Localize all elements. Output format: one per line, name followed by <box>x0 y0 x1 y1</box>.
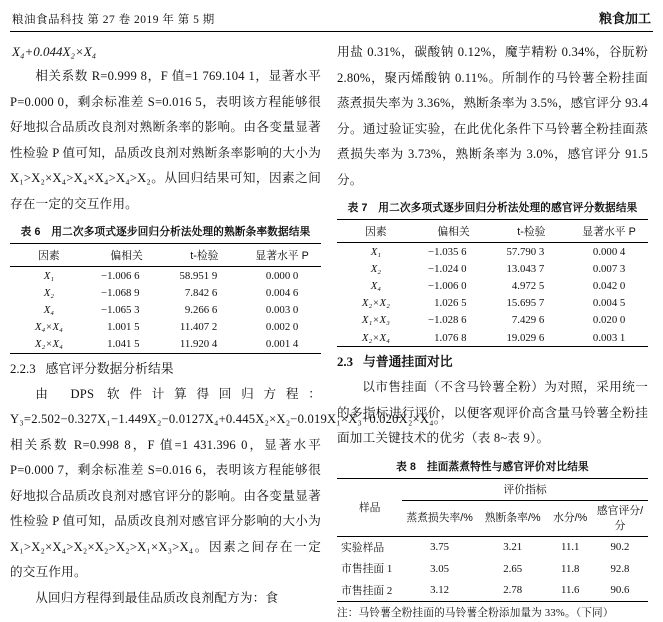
running-head <box>10 6 653 32</box>
table-cell: −1.028 6 <box>428 314 467 327</box>
column-header-moisture: 水分/% <box>548 500 592 536</box>
table6-header-row <box>10 244 321 267</box>
table-cell: −1.068 9 <box>101 286 140 299</box>
column-header-factor: 因素 <box>10 244 88 267</box>
table-cell: 9.266 6 <box>184 303 218 316</box>
table-cell: 19.029 6 <box>506 331 545 344</box>
table-cell: −1.035 6 <box>428 245 467 258</box>
table-cell: 0.042 0 <box>592 279 626 292</box>
table-cell: 7.429 6 <box>511 314 545 327</box>
table-cell: 1.026 5 <box>434 297 467 310</box>
table-cell: −1.006 6 <box>101 269 140 282</box>
table-cell: 0.003 0 <box>265 303 299 316</box>
table-cell: 1.001 5 <box>107 321 140 334</box>
table-cell: 0.004 5 <box>592 297 626 310</box>
table-row <box>337 312 648 329</box>
column-header-significance: 显著水平 P <box>243 244 321 267</box>
table-cell: 11.920 4 <box>179 338 218 351</box>
table-cell: 0.000 4 <box>592 245 626 258</box>
table-cell-factor: X₄×X₄ <box>34 321 63 334</box>
table-cell: 3.21 <box>503 541 523 554</box>
table-cell-factor: X₄ <box>370 279 382 292</box>
table7 <box>337 219 648 347</box>
table-cell-factor: X₁ <box>43 269 55 282</box>
table-cell: −1.006 0 <box>428 279 467 292</box>
paragraph-comparison: 以市售挂面（不含马铃薯全粉）为对照，采用统一的多指标进行评价，以便客观评价高含量马铃薯全粉挂面加工关键技术的优劣（表 8~表 9）。 <box>337 380 648 446</box>
column-header-broken-rate: 熟断条率/% <box>477 500 549 536</box>
table6 <box>10 243 321 354</box>
table-cell: 0.002 0 <box>265 321 299 334</box>
table-cell: 0.003 1 <box>592 331 626 344</box>
table-cell: 13.043 7 <box>506 262 545 275</box>
table-cell-factor: X₂×X₂ <box>361 297 390 310</box>
table-row <box>10 267 321 285</box>
table-row <box>10 284 321 301</box>
table8-caption: 表 8 挂面蒸煮特性与感官评价对比结果 <box>396 460 589 473</box>
section-title: 与普通挂面对比 <box>363 354 453 370</box>
table-cell: 90.6 <box>610 584 630 597</box>
column-header-partial-corr: 偏相关 <box>88 244 166 267</box>
table-cell: 1.076 8 <box>434 331 467 344</box>
table-cell: 15.695 7 <box>506 297 545 310</box>
table-row <box>337 243 648 261</box>
journal-volume-info: 粮油食品科技 第 27 卷 2019 年 第 5 期 <box>12 14 215 26</box>
table-cell: 11.1 <box>560 541 580 554</box>
table-cell: 3.05 <box>430 562 450 575</box>
table-cell: 7.842 6 <box>184 286 218 299</box>
journal-column-label: 粮食加工 <box>598 11 651 26</box>
right-column <box>337 40 648 622</box>
table-cell: 11.407 2 <box>179 321 218 334</box>
column-header-significance: 显著水平 P <box>570 220 648 243</box>
section-title: 感官评分数据分析结果 <box>45 361 174 376</box>
table-cell-factor: X₄ <box>43 303 55 316</box>
table-cell: 0.020 0 <box>592 314 626 327</box>
table7-caption: 表 7 用二次多项式逐步回归分析法处理的感官评分数据结果 <box>347 202 638 214</box>
table-cell: 90.2 <box>610 541 630 554</box>
table7-header-row <box>337 220 648 243</box>
table-row <box>337 579 648 601</box>
table6-caption: 表 6 用二次多项式逐步回归分析法处理的熟断条率数据结果 <box>20 226 311 238</box>
column-header-sensory-score: 感官评分/分 <box>592 500 648 536</box>
table-cell: 2.65 <box>503 562 523 575</box>
column-header-cooking-loss: 蒸煮损失率/% <box>402 500 477 536</box>
table-cell-factor: X₂ <box>370 262 382 275</box>
table8 <box>337 478 648 602</box>
table-row <box>337 329 648 347</box>
column-header-partial-corr: 偏相关 <box>415 220 493 243</box>
table-cell: 0.007 3 <box>592 262 626 275</box>
table-cell-factor: X₂×X₄ <box>361 331 390 344</box>
section-number: 2.3 <box>337 355 353 370</box>
table-row <box>10 319 321 336</box>
table-row <box>337 295 648 312</box>
table-cell: 92.8 <box>610 562 630 575</box>
column-header-factor: 因素 <box>337 220 415 243</box>
paragraph-sensory-regression: 由 DPS 软件计算得回归方程：Y₃=2.502−0.327X₁−1.449X₂−0.0127X₄+0.445X₂×X₂−0.019X₁×X₃+0.020X₂×X₄。相关系数 R=0.998 8，F 值=1 431.396 0，显著水平 P=0.000 7，剩余标准差 S=0.016 6，表明该方程能够很好地拟合品质改良剂对感官评分的影响。由各变量显著性检验 P 值可知，品质改良剂对感官评分影响的大小为 X₁>X₂×X₄>X₂×X₂>X₂>X₁×X₃>X₄。因素之间存在一定的交互作用。 <box>10 386 447 580</box>
column-header-t-test: t-检验 <box>166 244 244 267</box>
table-cell-factor: X₂ <box>43 286 55 299</box>
section-heading-2-3 <box>337 349 648 375</box>
paragraph-optimal-formula-start: 从回归方程得到最佳品质改良剂配方为：食 <box>35 590 279 605</box>
table-row <box>337 536 648 558</box>
table-cell-sample: 实验样品 <box>341 541 385 554</box>
table8-header-row-1 <box>337 478 648 500</box>
table-cell: 11.8 <box>560 562 580 575</box>
column-header-sample: 样品 <box>337 478 402 536</box>
table-cell: 2.78 <box>503 584 523 597</box>
table8-note: 注：马铃薯全粉挂面的马铃薯全粉添加量为 33%。（下同） <box>337 607 614 619</box>
table-cell: 0.000 0 <box>265 269 299 282</box>
table-cell-sample: 市售挂面 2 <box>341 584 393 597</box>
table-row <box>10 336 321 354</box>
table-cell-sample: 市售挂面 1 <box>341 563 393 576</box>
table-cell: 58.951 9 <box>179 269 218 282</box>
table-row <box>337 260 648 277</box>
table-cell: 4.972 5 <box>511 279 545 292</box>
paragraph-regression-fit: 相关系数 R=0.999 8，F 值=1 769.104 1，显著水平 P=0.000 0，剩余标准差 S=0.016 5，表明该方程能够很好地拟合品质改良剂对熟断条率的影响。由各变量显著性检验 P 值可知，品质改良剂对熟断条率影响的大小为 X₁>X₂×X₄>X₄×X₄>X₄>X₂。从回归结果可知，因素之间存在一定的交互作用。 <box>10 69 321 211</box>
page-content <box>10 32 653 622</box>
table-cell: 0.004 6 <box>265 286 299 299</box>
table-cell: 3.12 <box>430 584 450 597</box>
table-row <box>337 558 648 579</box>
table-cell: 3.75 <box>430 541 450 554</box>
table-cell: 11.6 <box>560 584 580 597</box>
column-group-header-metrics: 评价指标 <box>402 478 648 500</box>
table-cell: 1.041 5 <box>107 338 140 351</box>
section-number: 2.2.3 <box>10 361 36 376</box>
regression-formula-carryover: X₄+0.044X₂×X₄ <box>12 44 97 59</box>
section-heading-2-2-3 <box>10 356 321 382</box>
table-cell: −1.024 0 <box>428 262 467 275</box>
table-cell: 57.790 3 <box>506 245 545 258</box>
table-cell: −1.065 3 <box>101 303 140 316</box>
table-cell-factor: X₁×X₃ <box>361 314 390 327</box>
column-header-t-test: t-检验 <box>493 220 571 243</box>
table-cell-factor: X₁ <box>370 245 382 258</box>
table-cell: 0.001 4 <box>265 338 299 351</box>
table-row <box>10 301 321 318</box>
paragraph-optimal-formula-continue: 用盐 0.31%，碳酸钠 0.12%，魔芋精粉 0.34%，谷朊粉 2.80%，聚丙烯酸钠 0.11%。所制作的马铃薯全粉挂面蒸煮损失率为 3.36%，熟断条率为 3.5%，感官评分 93.4 分。通过验证实验，在此优化条件下马铃薯全粉挂面蒸煮损失率为 3.73%，熟断条率为 3.0%，感官评分 91.5 分。 <box>337 45 648 187</box>
table-cell-factor: X₂×X₄ <box>34 338 63 351</box>
table-row <box>337 277 648 294</box>
